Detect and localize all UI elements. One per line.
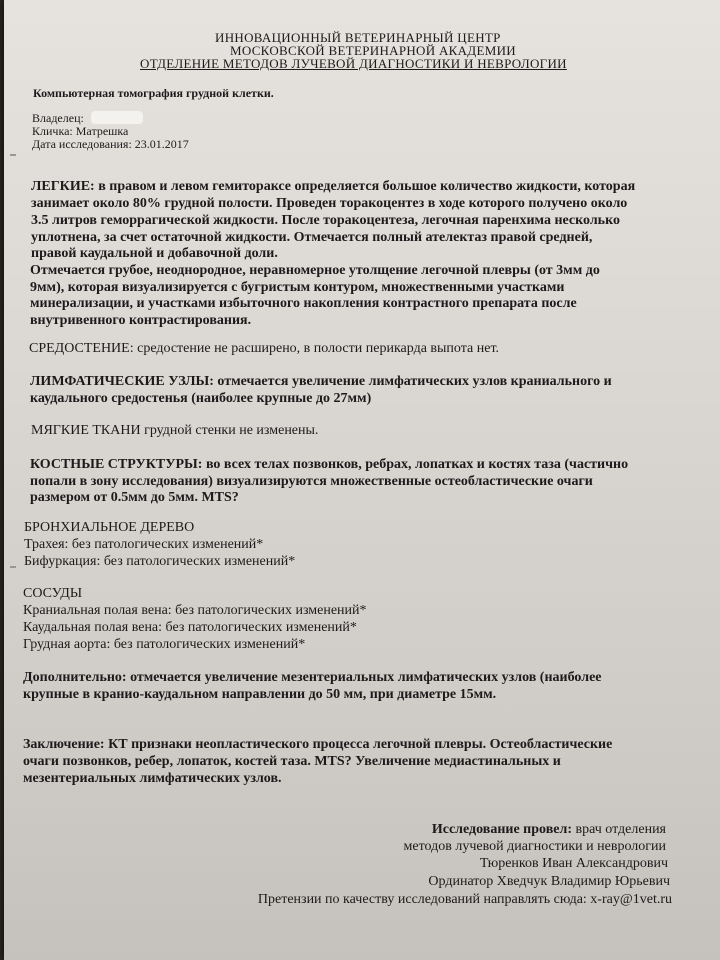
lungs-paragraph-line: 9мм), которая визуализируется с бугристым контуром, множественными участками xyxy=(30,280,565,295)
soft-tissue-paragraph: МЯГКИЕ ТКАНИ грудной стенки не изменены. xyxy=(31,423,319,438)
additional-findings-line: Дополнительно: отмечается увеличение мезентериальных лимфатических узлов (наиболее xyxy=(23,670,602,685)
conclusion-line: очаги позвонков, ребер, лопаток, костей таза. MTS? Увеличение медиастинальных и xyxy=(23,754,561,769)
patient-nickname: Кличка: Матрешка xyxy=(32,124,129,138)
lymph-paragraph-line: ЛИМФАТИЧЕСКИЕ УЗЛЫ: отмечается увеличение лимфатических узлов краниального и xyxy=(30,374,612,389)
header-line-1: ИННОВАЦИОННЫЙ ВЕТЕРИНАРНЫЙ ЦЕНТР xyxy=(215,30,501,45)
header-line-3: ОТДЕЛЕНИЕ МЕТОДОВ ЛУЧЕВОЙ ДИАГНОСТИКИ И НЕВРОЛОГИИ xyxy=(140,56,567,71)
additional-findings-line: крупные в кранио-каудальном направлении до 50 мм, при диаметре 15мм. xyxy=(23,687,497,702)
bifurcation-finding: Бифуркация: без патологических изменений* xyxy=(24,554,296,569)
lungs-paragraph-line: 3.5 литров геморрагической жидкости. После торакоцентеза, легочная паренхима несколько xyxy=(31,213,620,228)
signature-line: методов лучевой диагностики и неврологии xyxy=(403,839,666,854)
conclusion-line: Заключение: КТ признаки неопластического процесса легочной плевры. Остеобластические xyxy=(23,737,613,752)
lungs-paragraph-line: Отмечается грубое, неоднородное, неравномерное утолщение легочной плевры (от 3мм до xyxy=(30,263,600,278)
vessels-heading: СОСУДЫ xyxy=(23,586,83,601)
signature-heading: Исследование провел: xyxy=(431,822,572,837)
lungs-paragraph-line: правой каудальной и добавочной доли. xyxy=(31,246,278,261)
bones-paragraph-line: размером от 0.5мм до 5мм. MTS? xyxy=(30,490,239,505)
paper-crease-mark xyxy=(10,154,16,156)
bones-paragraph-line: КОСТНЫЕ СТРУКТУРЫ: во всех телах позвонков, ребрах, лопатках и костях таза (частично xyxy=(30,457,629,472)
study-date: Дата исследования: 23.01.2017 xyxy=(32,137,189,151)
contact-line: Претензии по качеству исследований направлять сюда: x-ray@1vet.ru xyxy=(257,892,672,907)
caudal-vena-cava-finding: Каудальная полая вена: без патологических изменений* xyxy=(23,620,357,635)
lungs-paragraph-line: уплотнена, за счет остаточной жидкости. Отмечается полный ателектаз правой средней, xyxy=(31,230,593,245)
bones-heading: КОСТНЫЕ СТРУКТУРЫ: xyxy=(30,457,203,472)
paper-crease-mark xyxy=(10,566,16,568)
lungs-heading: ЛЕГКИЕ: xyxy=(31,179,95,194)
lungs-paragraph-line: минерализации, и участками избыточного накопления контрастного препарата после xyxy=(30,296,577,311)
lungs-paragraph-line: внутривенного контрастирования. xyxy=(30,313,252,328)
header-line-2: МОСКОВСКОЙ ВЕТЕРИНАРНОЙ АКАДЕМИИ xyxy=(230,43,516,58)
lungs-paragraph-line: занимает около 80% грудной полости. Проведен торакоцентез в ходе которого получено около xyxy=(31,196,628,211)
lymph-heading: ЛИМФАТИЧЕСКИЕ УЗЛЫ: xyxy=(30,374,214,389)
cranial-vena-cava-finding: Краниальная полая вена: без патологических изменений* xyxy=(23,603,367,618)
thoracic-aorta-finding: Грудная аорта: без патологических изменений* xyxy=(23,637,306,652)
bronchial-tree-heading: БРОНХИАЛЬНОЕ ДЕРЕВО xyxy=(24,520,195,535)
owner-label: Владелец: xyxy=(32,111,84,125)
signature-line: Исследование провел: врач отделения xyxy=(431,822,666,837)
doctor-name: Тюренков Иван Александрович xyxy=(479,856,668,871)
lymph-paragraph-line: каудального средостенья (наиболее крупные до 27мм) xyxy=(30,391,372,406)
conclusion-line: мезентериальных лимфатических узлов. xyxy=(23,771,282,786)
trachea-finding: Трахея: без патологических изменений* xyxy=(24,537,264,552)
resident-name: Ординатор Хведчук Владимир Юрьевич xyxy=(428,874,670,889)
lungs-paragraph-line: ЛЕГКИЕ: в правом и левом гемитораксе определяется большое количество жидкости, которая xyxy=(31,179,636,194)
report-sheet xyxy=(4,0,720,960)
bones-paragraph-line: попали в зону исследования) визуализируются множественные остеобластические очаги xyxy=(30,474,593,489)
mediastinum-paragraph: СРЕДОСТЕНИЕ: средостение не расширено, в полости перикарда выпота нет. xyxy=(29,341,500,356)
study-title: Компьютерная томография грудной клетки. xyxy=(33,86,274,100)
